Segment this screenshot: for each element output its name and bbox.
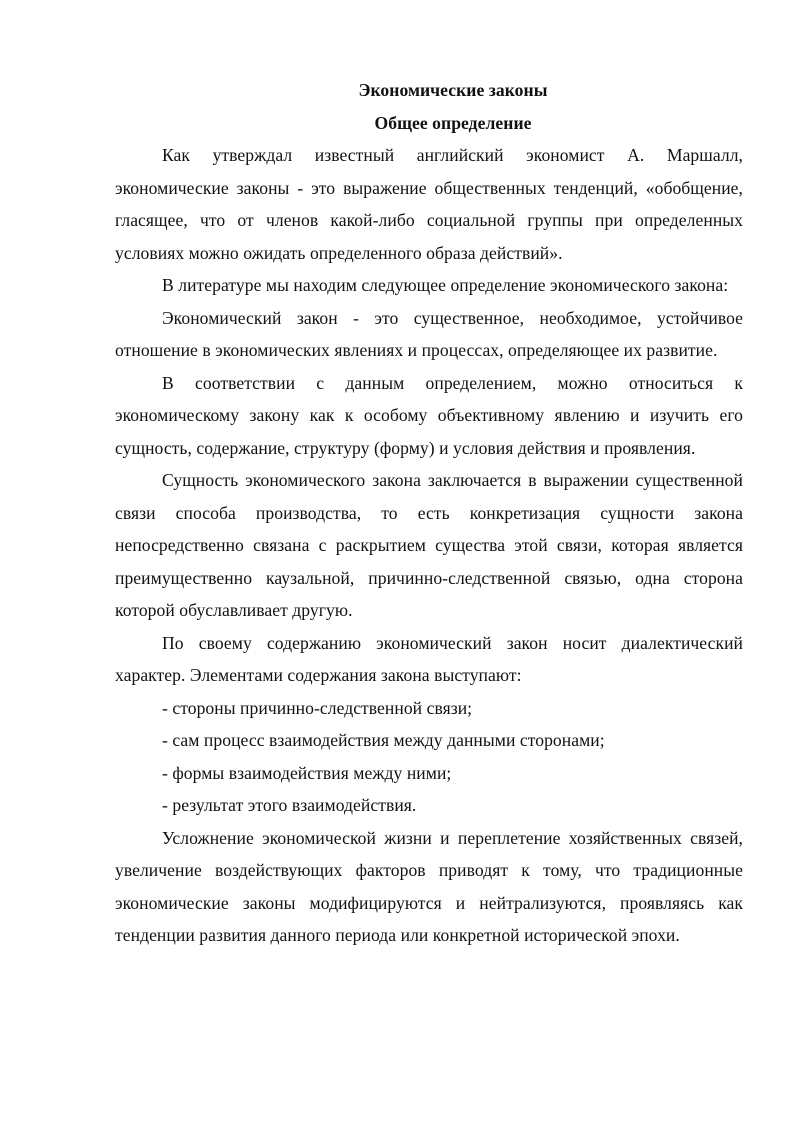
document-title: Экономические законы	[358, 80, 548, 100]
list-item: - формы взаимодействия между ними;	[162, 762, 452, 783]
paragraph-complication: Усложнение экономической жизни и переплетение хозяйственных связей, увеличение воздействующих факторов приводят к тому, что традиционные экономические законы модифицируются и нейтрализуются, проявляясь как тенденции развития данного периода или конкретной исторической эпохи.	[115, 827, 743, 945]
list-item: - стороны причинно-следственной связи;	[162, 697, 473, 718]
paragraph-definition: Экономический закон - это существенное, необходимое, устойчивое отношение в экономических явлениях и процессах, определяющее их развитие.	[115, 307, 743, 360]
paragraph-literature-intro: В литературе мы находим следующее определение экономического закона:	[162, 275, 729, 295]
list-item: - сам процесс взаимодействия между данными сторонами;	[162, 730, 605, 750]
document-body	[115, 74, 743, 952]
list-item: - результат этого взаимодействия.	[162, 795, 417, 815]
paragraph-content: По своему содержанию экономический закон носит диалектический характер. Элементами содержания закона выступают:	[115, 632, 743, 685]
paragraph-accordance: В соответствии с данным определением, можно относиться к экономическому закону как к особому объективному явлению и изучить его сущность, содержание, структуру (форму) и условия действия и проявления.	[115, 372, 743, 458]
section-heading: Общее определение	[374, 112, 532, 133]
paragraph-marshall-quote: Как утверждал известный английский экономист А. Маршалл, экономические законы - это выражение общественных тенденций, «обобщение, гласящее, что от членов какой-либо социальной группы при определенных условиях можно ожидать определенного образа действий».	[115, 145, 743, 263]
paragraph-essence: Сущность экономического закона заключается в выражении существенной связи способа производства, то есть конкретизация сущности закона непосредственно связана с раскрытием существа этой связи, которая является преимущественно каузальной, причинно-следственной связью, одна сторона которой обуславливает другую.	[115, 470, 743, 620]
